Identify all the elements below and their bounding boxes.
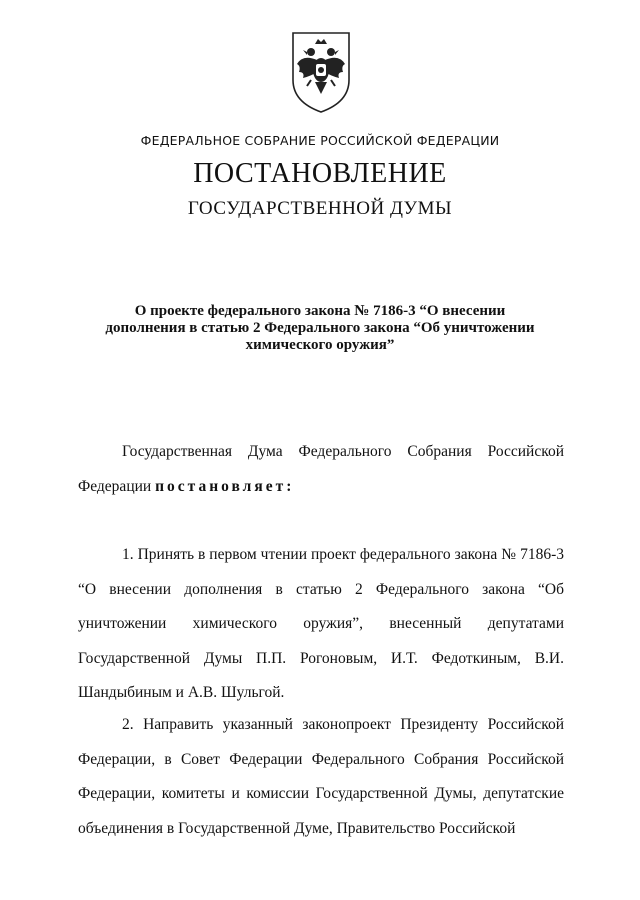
subject-line: химического оружия” — [245, 337, 395, 353]
organization-name: ФЕДЕРАЛЬНОЕ СОБРАНИЕ РОССИЙСКОЙ ФЕДЕРАЦИИ — [140, 133, 500, 148]
coat-of-arms-emblem — [289, 30, 353, 114]
preamble-verb: постановляет: — [155, 477, 295, 495]
preamble-paragraph — [78, 435, 564, 504]
document-title: ПОСТАНОВЛЕНИЕ — [193, 158, 447, 189]
document-subject — [95, 303, 545, 354]
item-paragraph-1: 1. Принять в первом чтении проект федерального закона № 7186-3 “О внесении дополнения в статью 2 Федерального закона “Об уничтожении химического оружия”, внесенный депутатами Государственной Думы П.П. Рогоновым, И.Т. Федоткиным, В.И. Шандыбиным и А.В. Шульгой. — [78, 546, 564, 701]
item-paragraph-2: 2. Направить указанный законопроект Президенту Российской Федерации, в Совет Федерации Федерального Собрания Российской Федерации, комитеты и комиссии Государственной Думы, депутатские объединения в Государственной Думе, Правительство Российской — [78, 716, 564, 837]
subject-line: дополнения в статью 2 Федерального закона “Об уничтожении — [105, 320, 535, 336]
subject-line: О проекте федерального закона № 7186-3 “О внесении — [134, 303, 506, 319]
document-subtitle: ГОСУДАРСТВЕННОЙ ДУМЫ — [187, 198, 453, 219]
preamble-text: Государственная Дума Федерального Собрания Российской Федерации — [78, 443, 564, 495]
